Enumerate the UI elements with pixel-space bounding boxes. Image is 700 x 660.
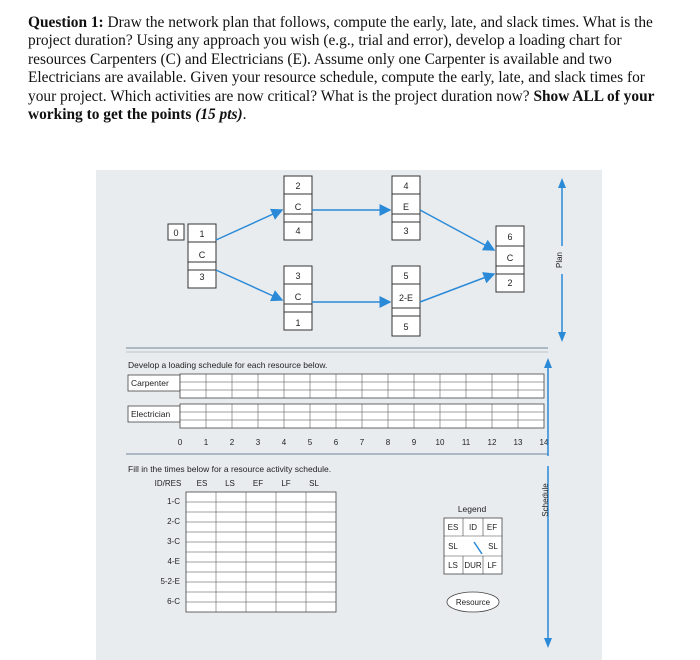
legend [444,504,502,612]
legend-dur: DUR [464,561,482,570]
schedule-row-label: 3-C [167,537,180,546]
node-5-id: 5 [403,271,409,281]
node-3-id: 3 [295,271,301,281]
node-1-id: 1 [199,229,205,239]
node-4-id: 4 [403,181,409,191]
schedule-headers [155,479,320,488]
legend-ls: LS [448,561,458,570]
axis-tick-label: 10 [435,438,445,447]
node-activity-2 [284,176,312,240]
worksheet-photo [96,170,602,660]
legend-title: Legend [457,504,487,514]
schedule-header: EF [252,479,264,488]
schedule-side-label: Schedule [541,483,550,517]
node-3-resource: C [294,292,302,302]
axis-tick-label: 14 [539,438,549,447]
legend-sl-right: SL [488,542,498,551]
network-arrows [216,210,494,302]
node-1-resource: C [198,250,206,260]
schedule-header: SL [309,479,319,488]
loading-time-axis [178,438,549,447]
start-node [168,224,184,240]
axis-tick-label: 4 [281,438,287,447]
carpenter-label: Carpenter [131,378,169,388]
schedule-row-labels [160,497,180,606]
axis-tick-label: 11 [461,438,471,447]
plan-label: Plan [555,251,564,269]
legend-sl-left: SL [448,542,458,551]
node-1-duration: 3 [199,272,205,282]
schedule-title: Fill in the times below for a resource activity schedule. [128,464,332,474]
schedule-grid[interactable] [186,492,336,612]
axis-tick-label: 12 [487,438,497,447]
schedule-header: LS [225,479,235,488]
schedule-row-label: 1-C [167,497,180,506]
axis-tick-label: 5 [307,438,313,447]
electrician-label: Electrician [131,409,171,419]
bold-instruction: Show ALL of your working to get the points [28,87,655,124]
plan-bracket [552,178,572,342]
node-5-resource: 2-E [398,293,414,303]
schedule-bracket [541,358,552,648]
schedule-row-label: 5-2-E [160,577,180,586]
schedule-header: LF [281,479,291,488]
node-4-duration: 3 [403,226,409,236]
node-2-id: 2 [295,181,301,191]
axis-tick-label: 9 [411,438,417,447]
node-activity-5 [392,266,420,336]
node-6-resource: C [506,253,514,263]
axis-tick-label: 13 [513,438,523,447]
points-label: (15 pts) [195,106,243,124]
carpenter-row [128,375,180,391]
node-4-resource: E [402,202,410,212]
node-3-duration: 1 [295,318,301,328]
schedule-row-label: 2-C [167,517,180,526]
axis-tick-label: 6 [333,438,339,447]
node-2-duration: 4 [295,226,301,236]
question-body: Draw the network plan that follows, compute the early, late, and slack times. What is the project duration? Using any approach you wish (e.g., trial and error), develop a loading chart for resources Carpenters (C) and Electricians (E). Assume only one Carpenter is available and two Electricians are available. Given your resource schedule, compute the early, late, and slack times for your project. Which activities are now critical? What is the project duration now? [28,14,653,105]
loading-title: Develop a loading schedule for each resource below. [128,360,328,370]
legend-id: ID [469,523,477,532]
node-2-resource: C [294,202,302,212]
legend-lf: LF [487,561,497,570]
axis-tick-label: 3 [255,438,261,447]
start-label: 0 [173,228,179,238]
node-5-duration: 5 [403,322,409,332]
legend-ef: EF [486,523,498,532]
node-activity-3 [284,266,312,330]
node-activity-1 [188,224,216,288]
schedule-row-label: 6-C [167,597,180,606]
schedule-header: ID/RES [154,479,182,488]
schedule-row-label: 4-E [167,557,180,566]
node-6-duration: 2 [507,278,513,288]
question-label: Question 1: [28,14,104,31]
node-6-id: 6 [507,232,513,242]
axis-tick-label: 0 [177,438,183,447]
axis-tick-label: 8 [385,438,391,447]
axis-tick-label: 2 [229,438,235,447]
node-activity-4 [392,176,420,240]
axis-tick-label: 7 [359,438,365,447]
electrician-row [128,406,180,422]
axis-tick-label: 1 [203,438,209,447]
question-text [28,14,668,124]
schedule-header: ES [196,479,208,488]
legend-es: ES [447,523,459,532]
node-activity-6 [496,226,524,292]
loading-grid[interactable] [180,374,544,428]
legend-resource: Resource [455,598,491,607]
question-end: . [242,106,247,124]
